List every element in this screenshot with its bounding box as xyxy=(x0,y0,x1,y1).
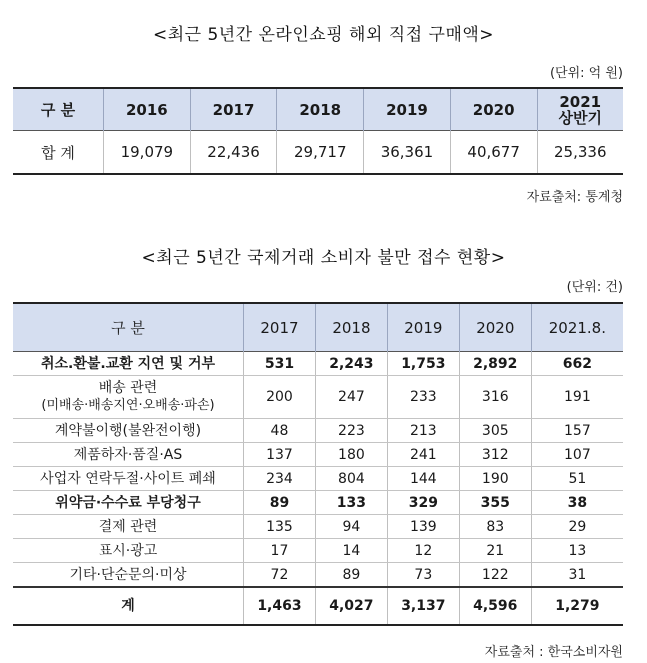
table-row xyxy=(13,443,623,467)
table-cell: 13 xyxy=(531,539,623,563)
complaints-table-body xyxy=(13,352,623,626)
table-cell: 12 xyxy=(387,539,459,563)
header-line: 상반기 xyxy=(558,108,602,127)
header-cell: 2021.8. xyxy=(531,303,623,352)
header-cell: 2019 xyxy=(387,303,459,352)
table-row xyxy=(13,491,623,515)
table-cell: 1,753 xyxy=(387,352,459,376)
section2-title: <최근 5년간 국제거래 소비자 불만 접수 현황> xyxy=(141,248,506,268)
table-cell: 241 xyxy=(387,443,459,467)
table-cell: 29,717 xyxy=(277,131,364,175)
table-cell: 157 xyxy=(531,419,623,443)
table-cell: 234 xyxy=(244,467,316,491)
row-label: 취소.환불.교환 지연 및 거부 xyxy=(13,352,244,376)
header-cell: 2017 xyxy=(244,303,316,352)
table-cell: 2,243 xyxy=(315,352,387,376)
table-cell: 233 xyxy=(387,376,459,419)
table-row xyxy=(13,131,623,175)
table-cell: 25,336 xyxy=(537,131,623,175)
table-cell: 29 xyxy=(531,515,623,539)
row-label: 계 xyxy=(13,587,244,625)
row-label: 합 계 xyxy=(41,143,75,162)
table-cell: 180 xyxy=(315,443,387,467)
row-label: 계약불이행(불완전이행) xyxy=(13,419,244,443)
table-row xyxy=(13,515,623,539)
table-cell: 804 xyxy=(315,467,387,491)
table-cell: 83 xyxy=(459,515,531,539)
table-cell: 72 xyxy=(244,563,316,588)
table-cell: 19,079 xyxy=(104,131,191,175)
header-cell: 2019 xyxy=(364,88,451,131)
table-cell: 38 xyxy=(531,491,623,515)
section2-unit-label: (단위: 건) xyxy=(566,280,623,295)
total-row xyxy=(13,587,623,625)
table-cell: 89 xyxy=(315,563,387,588)
row-label: 사업자 연락두절·사이트 폐쇄 xyxy=(13,467,244,491)
table-cell: 36,361 xyxy=(364,131,451,175)
row-label-main: 배송 관련 xyxy=(98,380,158,396)
header-cell: 2020 xyxy=(450,88,537,131)
table-cell: 305 xyxy=(459,419,531,443)
table-cell: 4,027 xyxy=(315,587,387,625)
table-cell: 3,137 xyxy=(387,587,459,625)
table-cell: 247 xyxy=(315,376,387,419)
header-cell: 2016 xyxy=(104,88,191,131)
table-cell: 73 xyxy=(387,563,459,588)
row-label: 위약금·수수료 부당청구 xyxy=(13,491,244,515)
overseas-purchase-table xyxy=(13,87,623,175)
row-label-sub: (미배송·배송지연·오배송·파손) xyxy=(41,398,215,413)
table-header-row xyxy=(13,88,623,131)
table-cell: 40,677 xyxy=(450,131,537,175)
table-cell: 89 xyxy=(244,491,316,515)
table-cell: 17 xyxy=(244,539,316,563)
table-row xyxy=(13,376,623,419)
table-cell: 21 xyxy=(459,539,531,563)
table-cell: 133 xyxy=(315,491,387,515)
table-cell: 107 xyxy=(531,443,623,467)
header-cell: 2018 xyxy=(277,88,364,131)
header-cell: 2020 xyxy=(459,303,531,352)
table-row xyxy=(13,419,623,443)
table-cell: 94 xyxy=(315,515,387,539)
table-cell: 2,892 xyxy=(459,352,531,376)
table-row xyxy=(13,539,623,563)
table-cell: 316 xyxy=(459,376,531,419)
table-cell: 22,436 xyxy=(190,131,277,175)
complaints-table xyxy=(13,302,623,626)
table-cell: 48 xyxy=(244,419,316,443)
row-label: 결제 관련 xyxy=(13,515,244,539)
section1-title: <최근 5년간 온라인쇼핑 해외 직접 구매액> xyxy=(152,25,495,45)
row-label: 제품하자·품질·AS xyxy=(13,443,244,467)
table-cell: 531 xyxy=(244,352,316,376)
table-header-row xyxy=(13,303,623,352)
table-cell: 1,463 xyxy=(244,587,316,625)
table-cell: 31 xyxy=(531,563,623,588)
table-cell: 200 xyxy=(244,376,316,419)
table-cell: 135 xyxy=(244,515,316,539)
table-cell: 213 xyxy=(387,419,459,443)
row-label: 기타·단순문의·미상 xyxy=(13,563,244,588)
table-row xyxy=(13,467,623,491)
section1-unit-label: (단위: 억 원) xyxy=(549,66,623,81)
header-cell xyxy=(537,88,623,131)
table-cell: 139 xyxy=(387,515,459,539)
row-label: 표시·광고 xyxy=(13,539,244,563)
table-cell: 223 xyxy=(315,419,387,443)
table-cell: 4,596 xyxy=(459,587,531,625)
table-row xyxy=(13,563,623,588)
table-row xyxy=(13,352,623,376)
header-cell: 구 분 xyxy=(13,303,244,352)
table-cell: 191 xyxy=(531,376,623,419)
table-cell: 662 xyxy=(531,352,623,376)
table-cell: 1,279 xyxy=(531,587,623,625)
header-cell: 구 분 xyxy=(13,88,104,131)
table-cell: 51 xyxy=(531,467,623,491)
row-label xyxy=(13,376,244,419)
table-cell: 355 xyxy=(459,491,531,515)
header-cell: 2018 xyxy=(315,303,387,352)
header-line: 2021 xyxy=(559,92,602,111)
header-cell: 2017 xyxy=(190,88,277,131)
table-cell: 144 xyxy=(387,467,459,491)
section2-source: 자료출처 : 한국소비자원 xyxy=(484,645,623,660)
table-cell: 122 xyxy=(459,563,531,588)
table-cell: 312 xyxy=(459,443,531,467)
table-cell: 137 xyxy=(244,443,316,467)
table-cell: 14 xyxy=(315,539,387,563)
section1-source: 자료출처: 통계청 xyxy=(526,190,623,205)
table-cell: 190 xyxy=(459,467,531,491)
table-cell: 329 xyxy=(387,491,459,515)
